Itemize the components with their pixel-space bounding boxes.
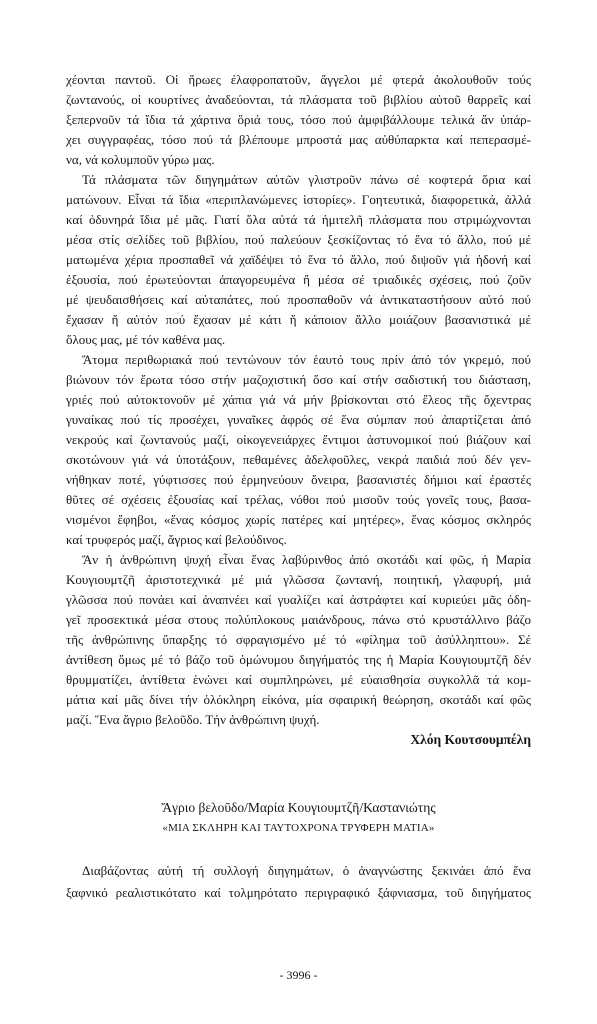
text-line: νισμένοι ἔφηβοι, «ἕνας κόσμος χωρίς πατέρες καί μητέρες», ἕνας κόσμος σκληρός [66,512,531,527]
text-line: ξαφνικό ρεαλιστικότατο καί τολμηρότατο περιγραφικό ξάφνιασμα, τοῦ διηγήματος [66,885,531,900]
text-line: ἀντίθεση ὅμως μέ τό βάζο τοῦ ὁμώνυμου διηγήματός της ἡ Μαρία Κουγιουμτζῆ δέν [66,652,531,667]
text-line: θρυμματίζει, ἀντίθετα ἑνώνει καί συμπληρώνει, μέ εὐαισθησία συγκολλᾶ τά κομ- [66,672,531,687]
text-line: ξεπερνοῦν τά ἴδια τά χάρτινα ὅριά τους, τόσο πού ἀμφιβάλλουμε τελικά ἄν ὑπάρ- [66,112,531,127]
paragraph [66,170,531,350]
text-line: ματωμένα χέρια προσπαθεῖ νά χαϊδέψει τό ἕνα τό ἄλλο, πού διψοῦν γιά ἡδονή καί [66,252,531,267]
text-line: Διαβάζοντας αὐτή τή συλλογή διηγημάτων, ὁ ἀναγνώστης ξεκινάει ἀπό ἕνα [82,863,531,878]
text-line: Τά πλάσματα τῶν διηγημάτων αὐτῶν γλιστροῦν πάνω σέ κοφτερά ὅρια καί [82,172,531,187]
text-line: Ἄτομα περιθωριακά πού τεντώνουν τόν ἑαυτό τους πρίν ἀπό τόν γκρεμό, πού [82,352,531,367]
text-line: τῆς ἀνθρώπινης ὕπαρξης τό σφραγισμένο μέ τό «φίλημα τοῦ ἀσύλληπτου». Σέ [66,632,531,647]
paragraph [66,860,531,904]
text-line: σκοτώνουν γιά νά ὑποτάξουν, πεθαμένες ἀδελφοῦλες, νεκρά παιδιά πού δέν γεν- [66,452,531,467]
text-line: Κουγιουμτζῆ ἀριστοτεχνικά μέ μιά γλῶσσα ζωντανή, ποιητική, γλαφυρή, μιά [66,572,531,587]
text-line: χέονται παντοῦ. Οἱ ἥρωες ἐλαφροπατοῦν, ἄγγελοι μέ φτερά ἀκολουθοῦν τούς [66,72,531,87]
text-line: καί τρυφερός μαζί, ἄγριος καί βελούδινος. [66,532,287,547]
text-line: βιώνουν τόν ἔρωτα τόσο στήν μαζοχιστική ὅσο καί στήν σαδιστική του διάσταση, [66,372,531,387]
text-line: ὅλους μας, μέ τόν καθένα μας. [66,332,226,347]
text-line: θῦτες σέ σχέσεις ἐξουσίας καί τρέλας, νόθοι πού μισοῦν τούς γονεῖς τους, βασα- [66,492,531,507]
text-line: νεκρούς καί ζωντανούς μαζί, οἰκογενειάρχες ἔντιμοι ἀστυνομικοί πού βιάζουν καί [66,432,531,447]
paragraph [66,70,531,170]
text-line: γλῶσσα πού πονάει καί ἀναπνέει καί γυαλίζει καί ἀστράφτει καί κυριεύει μᾶς ὁδη- [66,592,531,607]
text-line: ἔχασαν ἤ αὐτόν πού ἔχασαν μέ κάτι ἤ κάποιον ἄλλο μοιάζουν βασανιστικά μέ [66,312,531,327]
author-signature: Χλόη Κουτσουμπέλη [410,732,531,747]
text-line: γυναίκας πού τίς προσέχει, γυναῖκες ἀφρός σέ ἕνα σύμπαν πού ἀπαρτίζεται ἀπό [66,412,531,427]
page-number: - 3996 - [279,968,318,982]
review-body [66,70,531,750]
text-line: χει συγγραφέας, τόσο πού τά βλέπουμε μπροστά μας αὐθύπαρκτα καί πεπερασμέ- [66,132,531,147]
text-line: νήθηκαν ποτέ, γύφτισσες πού ἑρμηνεύουν ὄνειρα, βασανιστές δήμιοι καί ἐραστές [66,472,531,487]
paragraph [66,550,531,730]
review-header [66,798,531,838]
paragraph [66,350,531,550]
text-line: γεῖ προσεκτικά μέσα στους πολύπλοκους μαιάνδρους, πάνω στό κρυστάλλινο βάζο [66,612,531,627]
text-line: μέσα στίς σελίδες τοῦ βιβλίου, πού παλεύουν ξεσκίζοντας τό ἕνα τό ἄλλο, πού μέ [66,232,531,247]
text-line: γριές πού αὐτοκτονοῦν μέ χάπια γιά νά μήν βρίσκονται στό ἔλεος τῆς ὄχεντρας [66,392,531,407]
text-line: Ἄν ἡ ἀνθρώπινη ψυχή εἶναι ἕνας λαβύρινθος ἀπό σκοτάδι καί φῶς, ἡ Μαρία [82,552,531,567]
text-line: ματώνουν. Εἶναι τά ἴδια «περιπλανώμενες ἱστορίες». Γοητευτικά, διαφορετικά, ἀλλά [66,192,531,207]
book-citation: Ἄγριο βελοῦδο/Μαρία Κουγιουμτζῆ/Καστανιώτης [161,800,436,815]
text-line: μαζί. Ἕνα ἄγριο βελοῦδο. Τήν ἀνθρώπινη ψυχή. [66,712,320,727]
text-line: μέ ψευδαισθήσεις καί αὐταπάτες, πού προσπαθοῦν νά ἀντικαταστήσουν αὐτό πού [66,292,531,307]
text-line: ἐξουσία, πού ἐρωτεύονται ἀπαγορευμένα ἤ μέσα σέ τριαδικές σχέσεις, πού ζοῦν [66,272,531,287]
text-line: ζωντανούς, οἱ κουρτίνες ἀναδεύονται, τά πλάσματα τοῦ βιβλίου αὐτοῦ θαρρεῖς καί [66,92,531,107]
text-line: μάτια καί μᾶς δίνει τήν ὁλόκληρη εἰκόνα, μία σφαιρική θεώρηση, σκοτάδι καί φῶς [66,692,531,707]
text-line: να, νά κολυμποῦν γύρω μας. [66,152,215,167]
review-title: «ΜΙΑ ΣΚΛΗΡΗ ΚΑΙ ΤΑΥΤΟΧΡΟΝΑ ΤΡΥΦΕΡΗ ΜΑΤΙΑ» [162,822,435,834]
next-review-body [66,860,531,904]
text-line: καί ὀδυνηρά ἴδια μέ μᾶς. Γιατί ὅλα αὐτά τά ἡμιτελῆ πλάσματα που στριμώχνονται [66,212,531,227]
